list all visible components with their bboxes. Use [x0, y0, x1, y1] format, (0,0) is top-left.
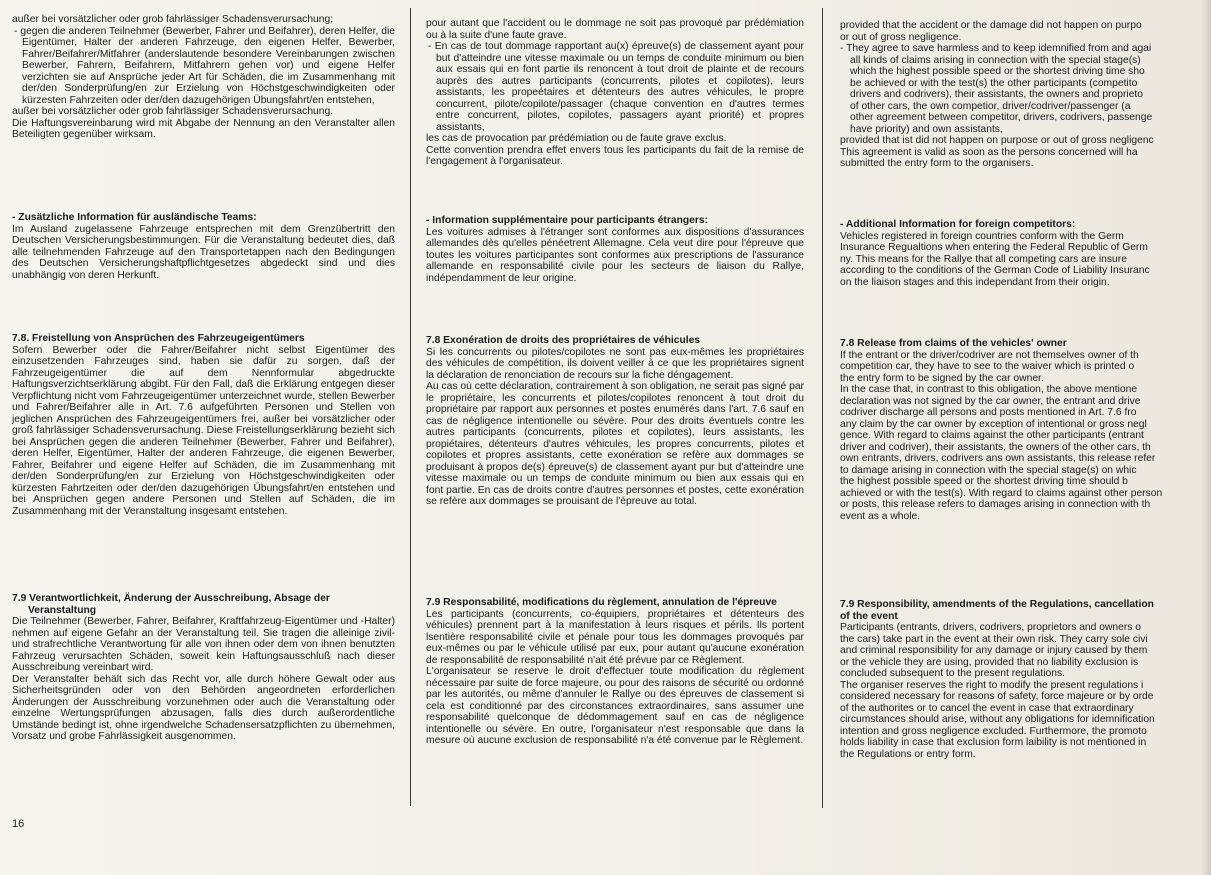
text-line: considered necessary for reasons of safety, force majeure or by orde [840, 691, 1154, 702]
text-line: of other cars, the own competior, driver/codriver/passenger (a [850, 100, 1131, 112]
section-heading: 7.8. Freistellung von Ansprüchen des Fahrzeugeigentümers [12, 333, 305, 344]
text-line: be achieved or with the test(s) the other participants (competito [850, 77, 1138, 89]
german-column [12, 0, 395, 845]
text-line: provided that ist did not happen on purpose or out of gross negligenc [840, 135, 1154, 146]
text-line: submitted the entry form to the organisers. [840, 158, 1034, 169]
text-line: holds liability in case that exclusion form laibility is not mentioned in [840, 737, 1147, 748]
paragraph: L'organisateur se reserve le droit d'effectuer toute modification du règlement nécessaire par suite de force majeure, ou pour des raisons de sécurité ou ordonné par les autorités, ou même d'annuler le Rallye ou des épreuves de classement si cela est conditionné par des circonstances extraordinaires, sans assumer une responsabilité quelconque de dédommagement sauf en cas de négligence intentionelle ou sévère. En outre, l'organisateur n'est responsable que dans la mesure où aucune exclusion de responsabilité n'a été convenue par le Règlement. [426, 666, 804, 746]
text-line: circumstances should arise, without any obligations for idemnification [840, 714, 1155, 725]
english-section-7-8 [840, 338, 1211, 522]
column-divider [410, 8, 411, 806]
column-divider [822, 8, 823, 808]
paragraph: Die Teilnehmer (Bewerber, Fahrer, Beifahrer, Kraftfahrzeug-Eigentümer und -Halter) nehmen auf eigene Gefahr an der Veranstaltung teil. Sie tragen die alleinige zivil- und strafrechtliche Verantwortung für alle von ihnen oder dem von ihnen benutzten Fahrzeug verursachten Schäden, soweit kein Haftungsausschluß nach dieser Ausschreibung vereinbart wird. [12, 616, 395, 673]
text-line: Participants (entrants, drivers, codrivers, proprietors and owners o [840, 622, 1142, 633]
text-line: have priority) and own assistants, [850, 123, 1003, 135]
english-liability-intro [840, 20, 1211, 170]
text-line: other agreement between competitor, drivers, codrivers, passenge [850, 112, 1153, 123]
text-line: gence. With regard to claims against the other participants (entrant [840, 430, 1144, 441]
french-section-7-9 [426, 597, 804, 747]
text-line: The organiser reserves the right to modify the present regulations i [840, 679, 1144, 691]
paragraph: Im Ausland zugelassene Fahrzeuge entsprechen mit dem Grenzübertritt den Deutschen Versicherungsbestimmungen. Für die Veranstaltung bedeutet dies, daß alle teilnehmenden Fahrzeuge auf den Transportetappen nach den Bedingungen des Deutschen Versicherungshaftpflichtgesetzes abgedeckt sind und dies unabhängig von deren Herkunft. [12, 223, 395, 281]
german-foreign-teams [12, 212, 395, 281]
text-line: In the case that, in contrast to this obligation, the above mentione [840, 384, 1138, 395]
text-line: ny. This means for the Rallye that all competing cars are insure [840, 253, 1127, 265]
text-line: the entry form to be signed by the car owner. [840, 372, 1044, 384]
german-section-7-8 [12, 333, 395, 517]
text-line: own entrants, drivers, codrivers ans own assistants, this release refer [840, 453, 1156, 464]
section-heading-continued: Veranstaltung [28, 604, 97, 616]
section-heading: 7.9 Responsibility, amendments of the Regulations, cancellation [840, 599, 1154, 610]
german-liability-intro [12, 14, 395, 141]
paragraph: les cas de provocation par prédémiation ou de faute grave exclus. [426, 133, 727, 144]
text-line: codriver discharge all persons and posts mentioned in Art. 7.6 fro [840, 407, 1137, 418]
paragraph: Si les concurrents ou pilotes/copilotes ne sont pas eux-mêmes les propriétaires des véhicules de compétition, ils doivent veiller à ce que les propriétaires signent la déclaration de renonciation de recours sur la fiche déngagement. [426, 346, 804, 381]
paragraph: Der Veranstalter behält sich das Recht vor, alle durch höhere Gewalt oder aus Sicherheitsgründen oder von den Behörden angeordneten erforderlichen Änderungen der Ausschreibung vorzunehmen oder auch die Veranstaltung oder einzelne Wertungsprüfungen abzusagen, falls dies durch außerordentliche Umstände bedingt ist, ohne irgendwelche Schadensersatzpflichten zu übernehmen, Vorsatz und grobe Fahrlässigkeit ausgenommen. [12, 673, 395, 742]
text-line: all kinds of claims arising in connection with the special stage(s) [850, 54, 1141, 66]
text-line: competition car, they have to see to the waiver which is printed o [840, 361, 1135, 372]
english-section-7-9 [840, 599, 1211, 760]
text-line: concluded subsequent to the present regulations. [840, 668, 1065, 679]
text-line: and criminal responsibility for any damage or injury caused by them [840, 645, 1148, 656]
paragraph: pour autant que l'accident ou le dommage ne soit pas provoqué par prédémiation ou à la suite d'une faute grave. [426, 18, 804, 41]
text-line: This agreement is valid as soon as the persons concerned will ha [840, 146, 1138, 158]
section-heading: 7.8 Exonération de droits des propriétaires de véhicules [426, 335, 701, 346]
french-liability-intro [426, 18, 804, 168]
text-line: - They agree to save harmless and to keep idemnified from and agai [840, 43, 1152, 54]
text-line: according to the conditions of the German Code of Liability Insuranc [840, 265, 1150, 276]
english-foreign-competitors [840, 219, 1211, 288]
english-column [840, 0, 1211, 845]
text-line: Insurance Regualtions when entering the Federal Republic of Germ [840, 242, 1148, 253]
text-line: the cars) take part in the event at their own risk. They carry sole civi [840, 633, 1148, 645]
section-heading: 7.9 Verantwortlichkeit, Änderung der Ausschreibung, Absage der [12, 593, 330, 604]
text-line: or out of gross negligence. [840, 31, 962, 43]
german-section-7-9 [12, 593, 395, 743]
text-line: or posts, this release refers to damages arising in connection with th [840, 499, 1151, 510]
text-line: the highest possible speed or the shortest driving time should b [840, 476, 1128, 487]
section-heading-continued: of the event [840, 610, 898, 622]
paragraph: Cette convention prendra effet envers tous les participants du fait de la remise de l'engagement à l'organisateur. [426, 144, 804, 167]
paragraph: außer bei vorsätzlicher oder grob fahrlässiger Schadensverursachung; [12, 14, 334, 25]
text-line: If the entrant or the driver/codriver are not themselves owner of th [840, 349, 1139, 361]
text-line: intention and gross negligence excluded. Furthermore, the promoto [840, 725, 1147, 737]
list-item: - En cas de tout dommage rapportant au(x) épreuve(s) de classement ayant pour but d'atteindre une vitesse maximale ou un temps de conduite minimum ou bien aux essais qui en font partie ils renoncent à tout droit de plainte et de recours auprès des autres participants (concurrents, pilotes et copilotes), leurs assistants, les propeétaires et détenteurs des autres véhicules, le propre concurrent, pilote/copilote/passager (chaque convention en d'autres termes entre concurrent, pilotes, copilotes, passagers ayant priorité) et propres assistants, [428, 41, 804, 133]
section-heading: - Additional Information for foreign competitors: [840, 219, 1076, 230]
list-item: - gegen die anderen Teilnehmer (Bewerber, Fahrer und Beifahrer), deren Helfer, die Eigentümer, Halter der anderen Fahrzeuge, den eigenen Helfer, Bewerber, Fahrer/Beifahrer/Mitfahrer (anderslautende besondere Vereinbarungen zwischen Bewerber, Fahrern, Beifahrern, Mitfahrern gehen vor) und eigene Helfer verzichten sie auf Ansprüche jeder Art für Schäden, die im Zusammenhang mit der/den Sonderprüfung/en zur Erzielung von Höchstgeschwindigkeiten oder kürzesten Fahrzeiten oder der/den dazugehörigen Übungsfahrt/en entstehen, [14, 25, 395, 106]
paragraph: Les voitures admises à l'étranger sont conformes aux dispositions d'assurances allemandes dès qu'elles pénéetrent Allemagne. Cela veut dire pour l'épreuve que toutes les voitures participantes sont conformes aux prescriptions de l'assurance allemande en responsabilité civile pour les secteurs de liaison du Rallye, indépendamment de leur origine. [426, 226, 804, 284]
paragraph: Sofern Bewerber oder die Fahrer/Beifahrer nicht selbst Eigentümer des einzusetzenden Fahrzeuges sind, haben sie dafür zu sorgen, daß der Fahrzeugeigentümer die auf dem Nennformular abgedruckte Haftungsverzichtserklärung abgibt. Für den Fall, daß die Erklärung entgegen dieser Verpflichtung nicht vom Fahrzeugeigentümer unterzeichnet wurde, stellen Bewerber und Fahrer/Beifahrer alle in Art. 7.6 aufgeführten Personen und Stellen von jeglichen Ansprüchen des Fahrzeugeigentümers frei, außer bei vorsätzlicher oder groß fahrlässiger Schadensverursachung. Diese Freistellungserklärung bezieht sich bei Ansprüchen gegen die anderen Teilnehmer (Bewerber, Fahrer und Beifahrer), deren Helfer, Eigentümer, Halter der anderen Fahrzeuge, die eigenen Bewerber, Fahrer, Beifahrer und eigene Helfer auf Schäden, die im Zusammenhang mit der/den Sonderprüfung/en zur Erzielung von Höchstgeschwindigkeiten oder kürzesten Fahrtzeiten oder der/den dazugehörigen Übungsfahrt/en entstehen und bei Ansprüchen gegen andere Personen und Stellen auf Schäden, die im Zusammenhang mit der Veranstaltung insgesamt entstehen. [12, 344, 395, 517]
text-line: drivers and codrivers), their assistants, the owners and proprieto [850, 89, 1144, 100]
french-column [426, 0, 804, 845]
text-line: the Regulations or entry form. [840, 748, 976, 760]
paragraph: Die Haftungsvereinbarung wird mit Abgabe der Nennung an den Veranstalter allen Beteiligten gegenüber wirksam. [12, 117, 395, 140]
text-line: event as a whole. [840, 510, 921, 522]
text-line: achieved or with the test(s). With regard to claims against other person [840, 487, 1163, 499]
text-line: which the highest possible speed or the shortest driving time sho [850, 66, 1145, 77]
text-line: on the liaison stages and this independant from their origin. [840, 276, 1110, 288]
text-line: any claim by the car owner by exception of intentional or gross negl [840, 418, 1147, 430]
paragraph: außer bei vorsätzlicher oder grob fahrlässiger Schadensverursachung. [12, 106, 334, 117]
paragraph: Les participants (concurrents, co-équipiers, propriétaires et détenteurs des véhicules) prennent part à la manifestation à leurs risques et périls. Ils portent lsentière responsabilité civile et pénale pour tous les dommages provoqués par eux-mêmes ou par le véhicule utilisé par eux, pour autant qu'aucune exonération de responsabilité de responsabilité n'ait été prévue par ce Règlement. [426, 608, 804, 666]
page-edge-shadow [1201, 0, 1211, 875]
text-line: of the authorites or to cancel the event in case that extraordinary [840, 702, 1134, 714]
text-line: to damage arising in connection with the special stage(s) on whic [840, 464, 1137, 476]
text-line: or the vehicle they are using, provided that no liability exclusion is [840, 656, 1139, 668]
section-heading: - Information supplémentaire pour participants étrangers: [426, 215, 709, 226]
french-foreign-teams [426, 215, 804, 284]
text-line: provided that the accident or the damage did not happen on purpo [840, 20, 1142, 31]
text-line: Vehicles registered in foreign countries conform with the Germ [840, 230, 1124, 242]
section-heading: 7.9 Responsabilité, modifications du règlement, annulation de l'épreuve [426, 597, 777, 608]
paragraph: Au cas où cette déclaration, contrairement à son obligation, ne serait pas signé par le propriétaire, les concurrents et pilotes/copilotes renoncent à tout droit du propriétaire par rapport aux personnes et postes enumérés dans l'art. 7.6 sauf en cas de négligence intentionelle ou sévère. Pour des droits éventuels contre les autres participants (concurrents, pilotes et copilotes), leurs assistants, les propiétaires, détenteurs d'autres véhicules, les propres concurrents, pilotes et copilotes et propres assistants, cette exonération se refère aux dommages se produisant à propos de(s) épreuve(s) de classement ayant pur but d'atteindre une vitesse maximale ou un temps de conduite minimum ou bien aux essais qui en font partie. En cas de droits contre d'autres personnes et postes, cette exonération se refère aux dommages se prouisant de l'épreuve au total. [426, 381, 804, 507]
section-heading: 7.8 Release from claims of the vehicles' owner [840, 338, 1067, 349]
page-number: 16 [12, 818, 25, 830]
text-line: driver and codriver), their assistants, the owners of the other cars, th [840, 441, 1151, 453]
french-section-7-8 [426, 335, 804, 508]
section-heading: - Zusätzliche Information für ausländische Teams: [12, 212, 257, 223]
text-line: declaration was not signed by the car owner, the entrant and drive [840, 395, 1141, 407]
